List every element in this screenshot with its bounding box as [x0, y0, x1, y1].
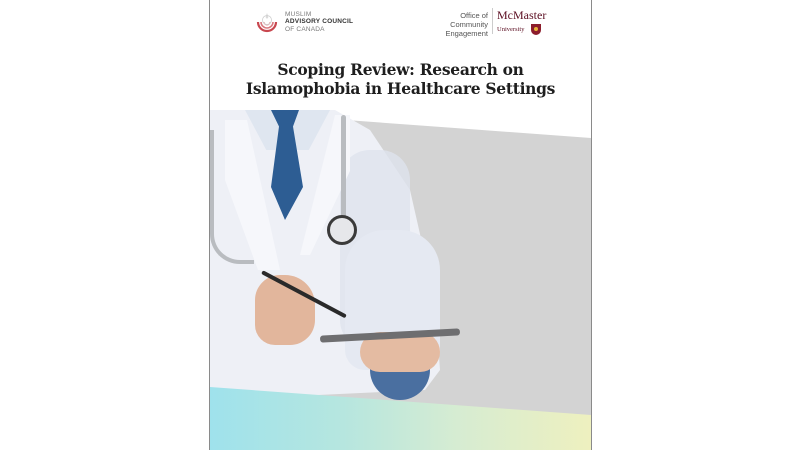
macc-line-1: MUSLIM: [285, 10, 312, 18]
mcmaster-university: University: [497, 26, 525, 34]
stethoscope-icon: [327, 215, 357, 245]
macc-logo: [255, 10, 353, 34]
stethoscope-tube-left: [210, 130, 254, 264]
stethoscope-tube-right: [341, 115, 346, 220]
macc-line-2: ADVISORY COUNCIL: [285, 18, 354, 26]
macc-line-3: OF CANADA: [285, 25, 325, 33]
office-line-2: Community Engagement: [445, 20, 488, 38]
mcmaster-logo: [497, 9, 546, 39]
macc-emblem-icon: [255, 10, 279, 34]
macc-logo-text: [285, 11, 353, 34]
office-community-engagement: [412, 11, 488, 38]
mcmaster-name: McMaster: [497, 8, 547, 22]
document-cover-page: [209, 0, 592, 450]
title-line-1: Scoping Review: Research on: [277, 60, 524, 79]
title-line-2: Islamophobia in Healthcare Settings: [245, 79, 556, 98]
logo-divider: [492, 8, 493, 34]
mcmaster-crest-icon: [531, 24, 541, 35]
document-title: [210, 60, 591, 98]
cover-photo: [210, 110, 591, 450]
office-line-1: Office of: [460, 11, 488, 20]
